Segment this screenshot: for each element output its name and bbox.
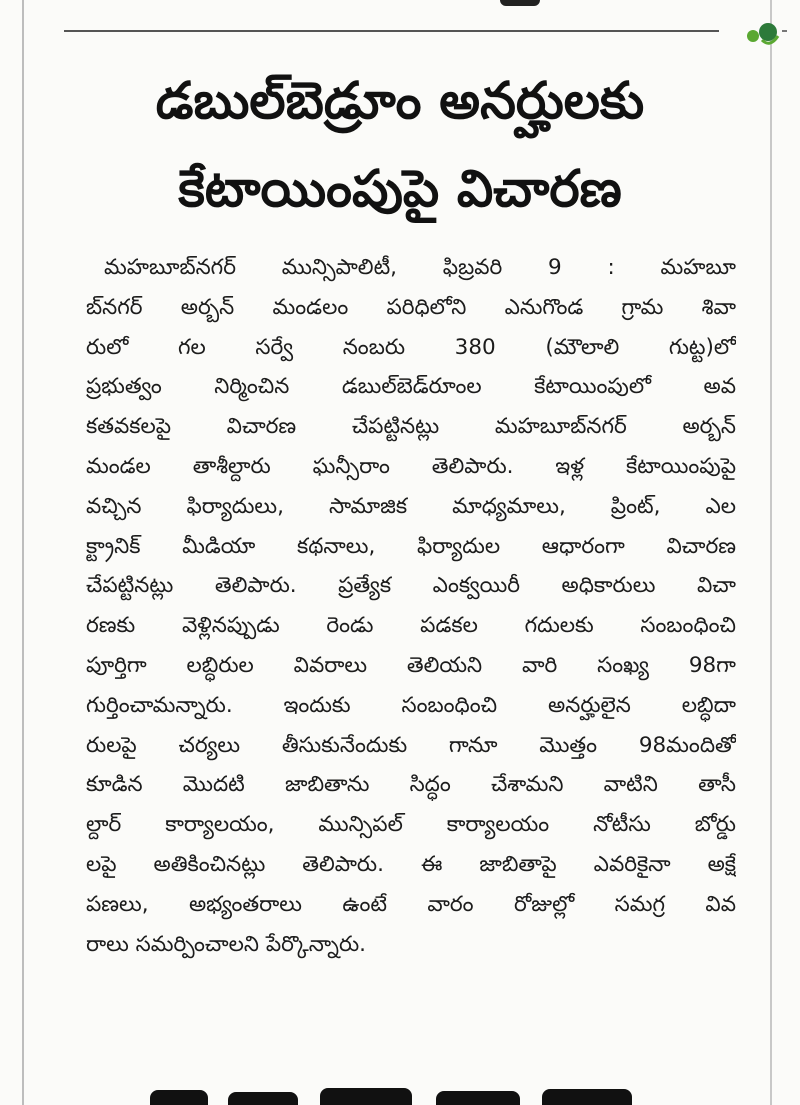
- article-line: రాలు సమర్పించాలని పేర్కొన్నారు.: [86, 931, 366, 957]
- article-body: [86, 248, 736, 964]
- article-line: మహబూబ్‌నగర్ మున్సిపాలిటీ, ఫిబ్రవరి 9 : మహబూ: [104, 255, 736, 280]
- article-line: పణలు, అభ్యంతరాలు ఉంటే వారం రోజుల్లో సమగ్ర వివ: [86, 891, 736, 917]
- headline: [60, 58, 740, 234]
- article-line: రులో గల సర్వే నంబరు 380 (మౌలాలి గుట్ట)లో: [86, 334, 736, 360]
- article-line: బ్‌నగర్ అర్బన్ మండలం పరిధిలోని ఎనుగొండ గ్రామ శివా: [86, 294, 736, 320]
- cropped-top-text-fragment: [500, 0, 540, 6]
- publisher-logo-icon: [740, 14, 788, 48]
- article-line: గుర్తించామన్నారు. ఇందుకు సంబంధించి అనర్హులైన లబ్ధిదా: [86, 692, 736, 718]
- article-line: క్ట్రానిక్ మీడియా కథనాలు, ఫిర్యాదుల ఆధారంగా విచారణ: [86, 533, 736, 559]
- header-rule: [64, 30, 719, 32]
- headline-line-1: డబుల్‌బెడ్రూం అనర్హులకు: [155, 72, 645, 131]
- article-line: లపై అతికించినట్లు తెలిపారు. ఈ జాబితాపై ఎవరికైనా అక్షే: [86, 851, 736, 877]
- article-line: కతవకలపై విచారణ చేపట్టినట్లు మహబూబ్‌నగర్ అర్బన్: [86, 414, 736, 440]
- article-line: వచ్చిన ఫిర్యాదులు, సామాజిక మాధ్యమాలు, ప్రింట్, ఎల: [86, 493, 736, 519]
- right-column-rule: [770, 0, 772, 1105]
- headline-line-2: కేటాయింపుపై విచారణ: [178, 160, 622, 219]
- article-line: ల్దార్ కార్యాలయం, మున్సిపల్ కార్యాలయం నోటీసు బోర్డు: [86, 812, 736, 838]
- article-line: చేపట్టినట్లు తెలిపారు. ప్రత్యేక ఎంక్వయిరీ అధికారులు విచా: [86, 573, 736, 599]
- article-line: రులపై చర్యలు తీసుకునేందుకు గానూ మొత్తం 98మందితో: [86, 732, 736, 758]
- article-line: కూడిన మొదటి జాబితాను సిద్ధం చేశామని వాటిని తాసీ: [86, 772, 736, 798]
- article-line: మండల తాశీల్దారు ఘన్సీరాం తెలిపారు. ఇళ్ల కేటాయింపుపై: [86, 453, 736, 479]
- article-line: రణకు వెళ్లినప్పుడు రెండు పడకల గదులకు సంబంధించి: [86, 613, 736, 639]
- article-line: పూర్తిగా లబ్ధిరుల వివరాలు తెలియని వారి సంఖ్య 98గా: [86, 652, 736, 678]
- article-line: ప్రభుత్వం నిర్మించిన డబుల్‌బెడ్‌రూంల కేటాయింపులో అవ: [86, 374, 736, 400]
- cropped-next-headline-fragment: [150, 1082, 640, 1105]
- left-column-rule: [22, 0, 24, 1105]
